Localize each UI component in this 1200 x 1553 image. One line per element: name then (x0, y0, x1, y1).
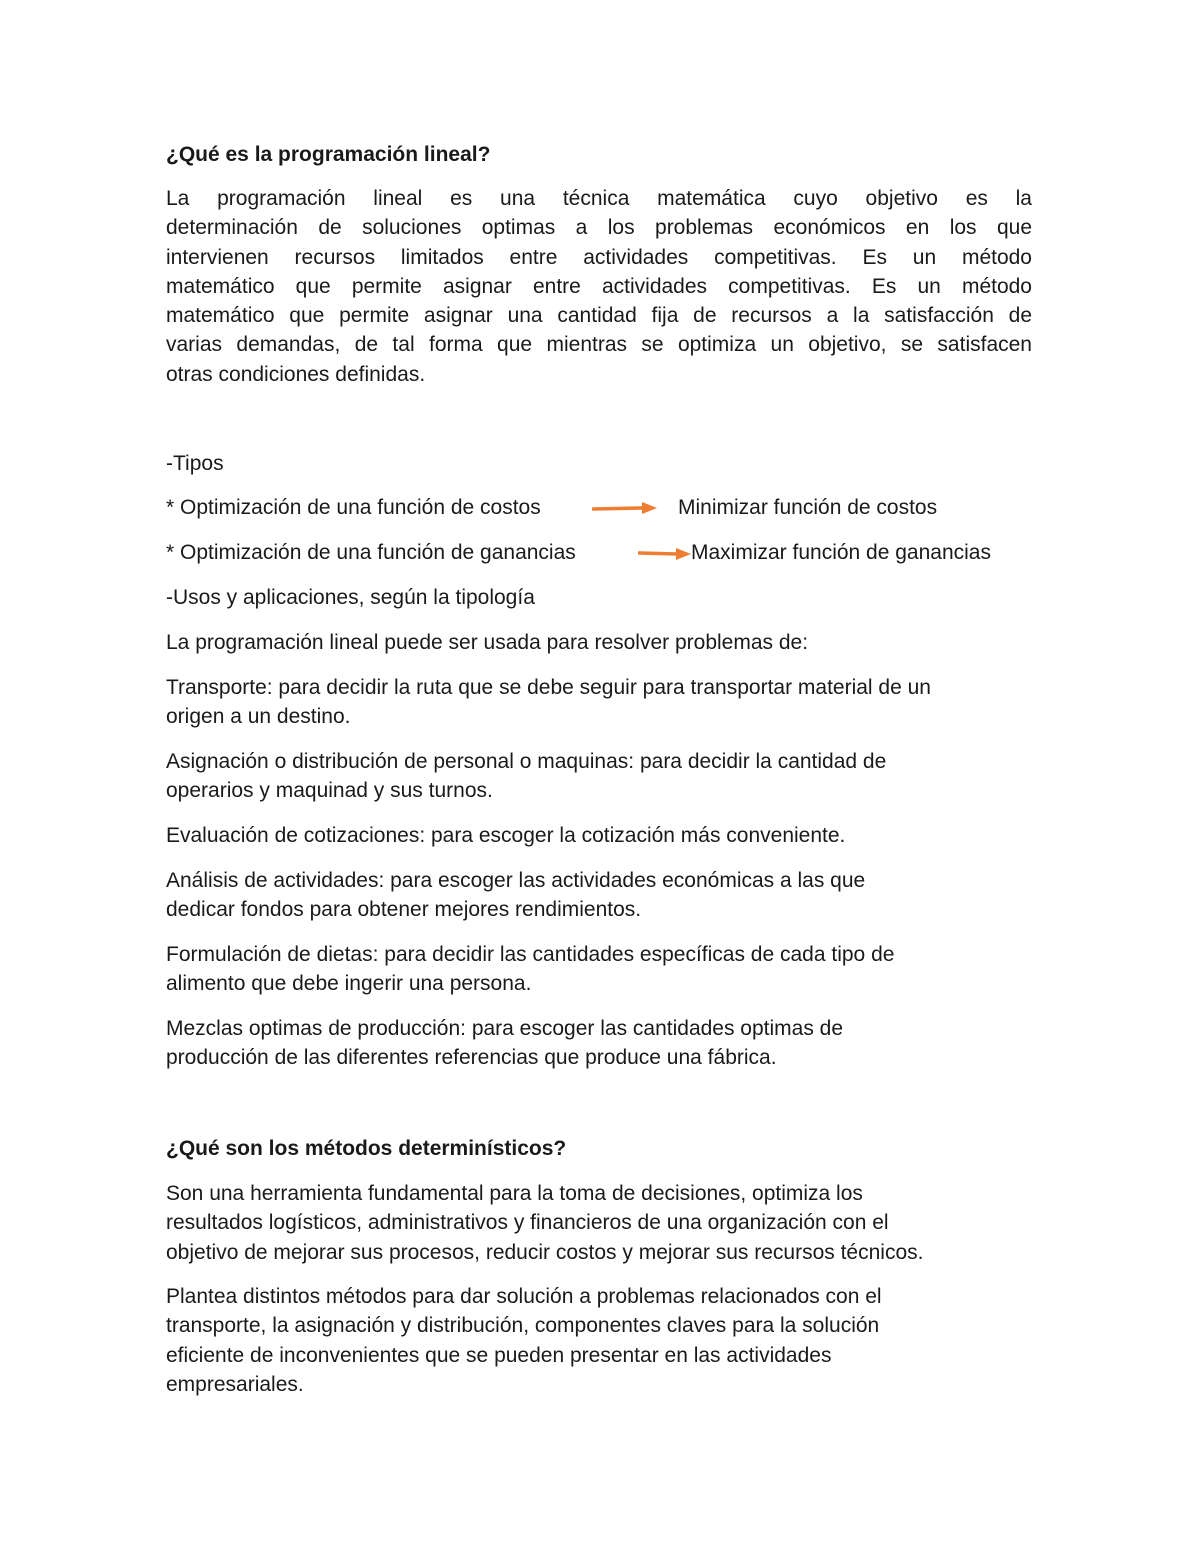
uso-item-asignacion (166, 747, 886, 806)
paragraph-line: varias demandas, de tal forma que mientras se optimiza un objetivo, se satisfacen (166, 333, 1032, 357)
uso-line: operarios y maquinad y sus turnos. (166, 779, 493, 803)
heading-metodos-deterministicos: ¿Qué son los métodos determinísticos? (166, 1137, 567, 1160)
uso-item-transporte (166, 673, 931, 732)
document-page (166, 0, 1032, 1553)
tipo-right-text: Maximizar función de ganancias (691, 541, 991, 564)
tipo-left-text: * Optimización de una función de ganancias (166, 541, 576, 564)
uso-item-mezclas (166, 1014, 843, 1073)
uso-line: Asignación o distribución de personal o maquinas: para decidir la cantidad de (166, 750, 887, 773)
uso-line: Análisis de actividades: para escoger las actividades económicas a las que (166, 869, 866, 892)
paragraph-line: intervienen recursos limitados entre actividades competitivas. Es un método (166, 245, 1032, 269)
arrow-right-icon (638, 546, 694, 560)
uso-line: Transporte: para decidir la ruta que se debe seguir para transportar material de un (166, 676, 931, 699)
tipo-row-costos (166, 493, 1032, 522)
paragraph-line: Son una herramienta fundamental para la toma de decisiones, optimiza los (166, 1182, 863, 1205)
paragraph-line: determinación de soluciones optimas a los problemas económicos en los que (166, 216, 1032, 240)
uso-line: producción de las diferentes referencias que produce una fábrica. (166, 1046, 777, 1070)
uso-item-dietas (166, 940, 894, 999)
heading-programacion-lineal: ¿Qué es la programación lineal? (166, 143, 491, 166)
paragraph-herramienta (166, 1179, 923, 1267)
arrow-right-icon (592, 501, 660, 515)
uso-line: Formulación de dietas: para decidir las cantidades específicas de cada tipo de (166, 943, 895, 966)
paragraph-line: resultados logísticos, administrativos y financieros de una organización con el (166, 1211, 889, 1235)
paragraph-line: Plantea distintos métodos para dar solución a problemas relacionados con el (166, 1285, 882, 1308)
paragraph-line: transporte, la asignación y distribución, componentes claves para la solución (166, 1314, 880, 1338)
paragraph-line: objetivo de mejorar sus procesos, reducir costos y mejorar sus recursos técnicos. (166, 1240, 924, 1264)
uso-line: Mezclas optimas de producción: para escoger las cantidades optimas de (166, 1017, 844, 1040)
usos-intro: La programación lineal puede ser usada para resolver problemas de: (166, 631, 809, 654)
uso-line: alimento que debe ingerir una persona. (166, 972, 532, 996)
paragraph-line: otras condiciones definidas. (166, 362, 426, 386)
tipos-label: -Tipos (166, 452, 224, 475)
uso-line: dedicar fondos para obtener mejores rendimientos. (166, 898, 642, 922)
uso-line: origen a un destino. (166, 705, 351, 729)
tipo-left-text: * Optimización de una función de costos (166, 496, 541, 519)
uso-item-cotizaciones (166, 821, 845, 850)
paragraph-line: eficiente de inconvenientes que se pueden presentar en las actividades (166, 1343, 832, 1367)
tipo-right-text: Minimizar función de costos (678, 496, 938, 519)
paragraph-line: empresariales. (166, 1372, 304, 1396)
tipo-row-ganancias (166, 538, 1032, 567)
paragraph-line: La programación lineal es una técnica matemática cuyo objetivo es la (166, 187, 1032, 210)
paragraph-plantea (166, 1282, 882, 1399)
usos-label: -Usos y aplicaciones, según la tipología (166, 586, 535, 609)
paragraph-line: matemático que permite asignar una cantidad fija de recursos a la satisfacción de (166, 304, 1032, 328)
paragraph-definicion (166, 184, 1032, 389)
uso-item-actividades (166, 866, 865, 925)
paragraph-line: matemático que permite asignar entre actividades competitivas. Es un método (166, 274, 1032, 298)
uso-line: Evaluación de cotizaciones: para escoger la cotización más conveniente. (166, 824, 846, 847)
